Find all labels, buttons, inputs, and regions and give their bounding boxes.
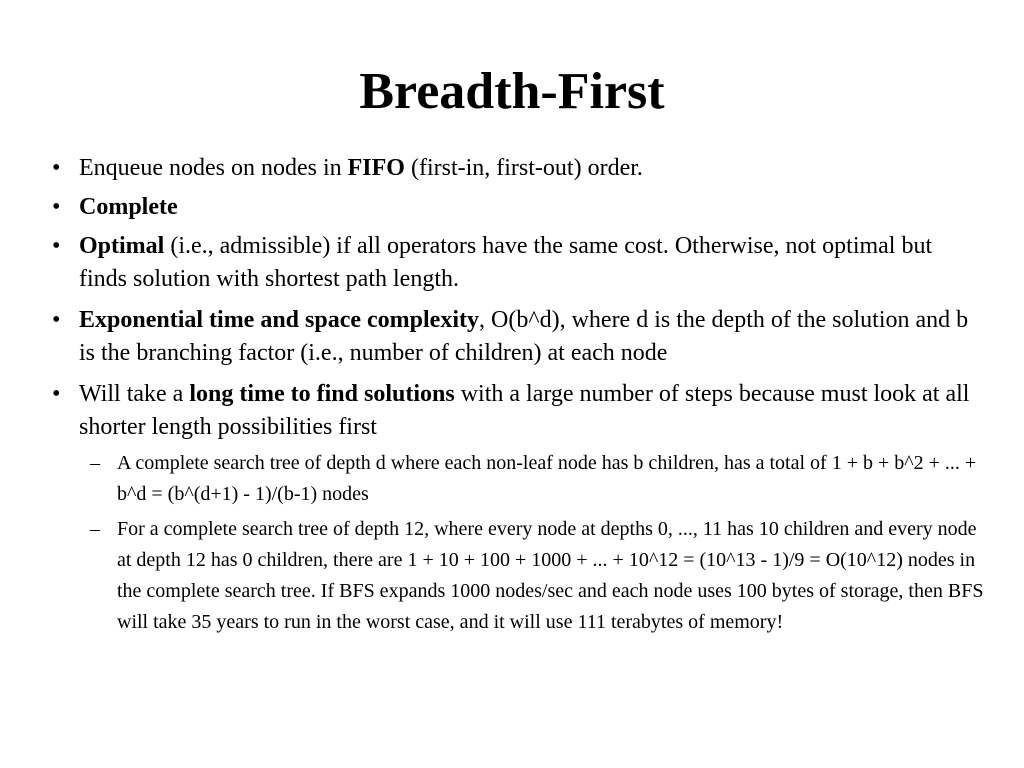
bullet-text: with a large number of steps because must look at all shorter length possibilities first xyxy=(79,381,970,440)
bullet-marker: • xyxy=(52,194,61,220)
sub-bullet-list xyxy=(52,448,982,638)
bullet-text: (i.e., admissible) if all operators have the same cost. Otherwise, not optimal but finds solution with shortest path length. xyxy=(79,233,933,292)
sub-bullet-depth-12-example xyxy=(52,514,987,638)
bullet-marker: • xyxy=(52,381,61,407)
dash-marker: – xyxy=(90,518,100,540)
bullet-bold-text: Complete xyxy=(79,194,178,220)
bullet-text: (first-in, first-out) order. xyxy=(404,155,643,181)
bullet-exponential xyxy=(52,304,982,370)
bullet-text: Enqueue nodes on nodes in xyxy=(79,155,348,181)
bullet-bold-text: long time to find solutions xyxy=(189,381,455,407)
bullet-text: , O(b^d), where d is the depth of the solution and b is the branching factor (i.e., number of children) at each node xyxy=(79,307,969,366)
bullet-complete xyxy=(52,191,982,224)
dash-marker: – xyxy=(90,452,100,474)
bullet-marker: • xyxy=(52,233,61,259)
slide-title: Breadth-First xyxy=(359,63,665,120)
bullet-marker: • xyxy=(52,307,61,333)
bullet-fifo xyxy=(52,152,982,185)
bullet-long-time xyxy=(52,378,982,638)
sub-bullet-tree-size xyxy=(52,448,987,510)
bullet-bold-text: FIFO xyxy=(347,155,405,181)
sub-bullet-text: For a complete search tree of depth 12, where every node at depths 0, ..., 11 has 10 children and every node at depth 12 has 0 children, there are 1 + 10 + 100 + 1000 + ... + 10^12 = (10^13 - 1)/9 = O(10^12) nodes in the complete search tree. If BFS expands 1000 nodes/sec and each node uses 100 bytes of storage, then BFS will take 35 years to run in the worst case, and it will use 111 terabytes of memory! xyxy=(117,518,984,633)
bullet-optimal xyxy=(52,230,982,296)
bullet-list xyxy=(52,152,982,646)
sub-bullet-text: A complete search tree of depth d where each non-leaf node has b children, has a total of 1 + b + b^2 + ... + b^d = (b^(d+1) - 1)/(b-1) nodes xyxy=(117,452,977,505)
bullet-marker: • xyxy=(52,155,61,181)
bullet-bold-text: Exponential time and space complexity xyxy=(79,307,479,333)
bullet-bold-text: Optimal xyxy=(79,233,165,259)
bullet-text: Will take a xyxy=(79,381,190,407)
